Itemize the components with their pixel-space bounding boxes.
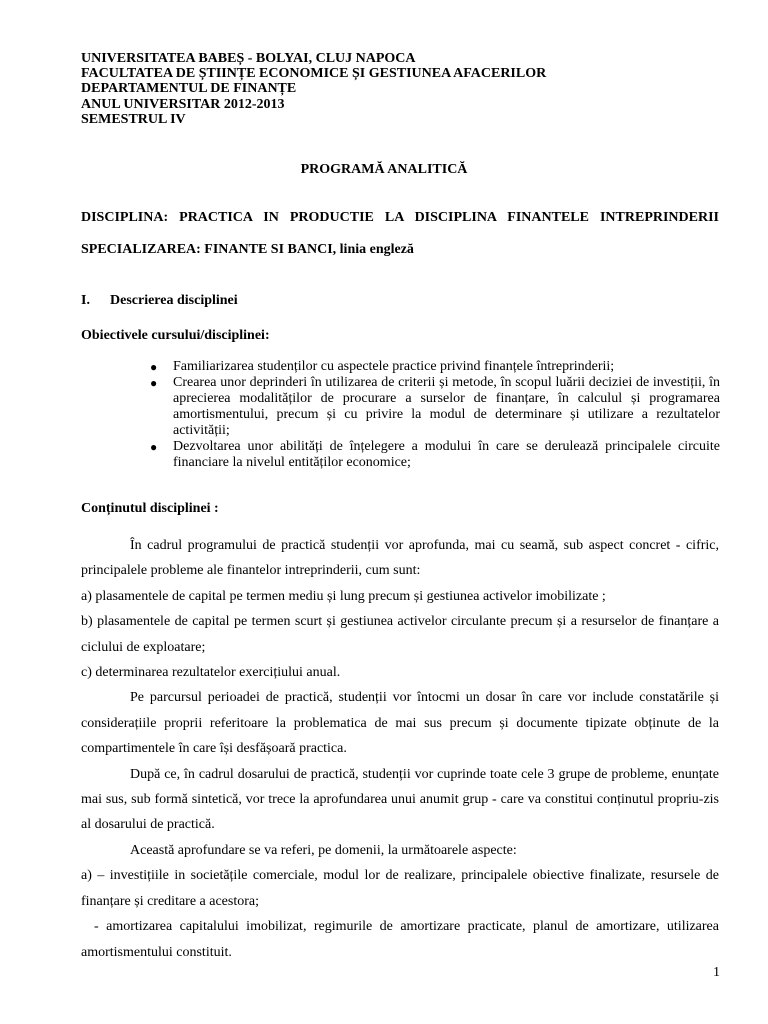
content-heading: Conținutul disciplinei : (81, 501, 219, 516)
objectives-heading: Obiectivele cursului/disciplinei: (81, 328, 270, 343)
header-department: DEPARTAMENTUL DE FINANȚE (81, 81, 297, 97)
section-number: I. (81, 293, 90, 308)
content-body (81, 533, 719, 965)
paragraph: a) plasamentele de capital pe termen mediu și lung precum și gestiunea activelor imobilizate ; (81, 588, 606, 604)
paragraph: După ce, în cadrul dosarului de practică, studenții vor cuprinde toate cele 3 grupe de probleme, enunțate mai sus, sub formă sintetică, vor trece la aprofundarea unui anumit grup - care va constitui conținutul propriu-zis al dosarului de practică. (81, 766, 719, 833)
bullet-icon: ● (150, 376, 158, 390)
paragraph: b) plasamentele de capital pe termen scurt și gestiunea activelor circulante precum și a resurselor de finanțare a ciclului de exploatare; (81, 614, 719, 655)
list-item: ● Dezvoltarea unor abilități de înțelegere a modului în care se derulează principalele circuite financiare la nivelul entităților economice; (150, 439, 720, 470)
header-faculty: FACULTATEA DE ȘTIINȚE ECONOMICE ȘI GESTIUNEA AFACERILOR (81, 66, 547, 82)
discipline-line: DISCIPLINA: PRACTICA IN PRODUCTIE LA DISCIPLINA FINANTELE INTREPRINDERII (81, 210, 719, 225)
list-item: ● Familiarizarea studenților cu aspectele practice privind finanțele întreprinderii; (150, 359, 615, 374)
document-title: PROGRAMĂ ANALITICĂ (300, 162, 468, 177)
bullet-icon: ● (150, 440, 158, 454)
header-university: UNIVERSITATEA BABEȘ - BOLYAI, CLUJ NAPOCA (81, 51, 416, 66)
paragraph: a) – investițiile in societățile comerciale, modul lor de realizare, principalele obiective finalizate, resursele de finanțare și creditare a acestora; (81, 868, 719, 909)
specialization-line: SPECIALIZAREA: FINANTE SI BANCI, linia engleză (81, 242, 414, 257)
list-item: ● Crearea unor deprinderi în utilizarea de criterii și metode, în scopul luării deciziei de investiții, în aprecierea modalităților de procurare a surselor de finanțare, în calculul și programarea amortismentului, precum și cu privire la modul de determinare și utilizare a rezultatelor activității; (150, 375, 720, 438)
section-title: Descrierea disciplinei (110, 293, 238, 308)
paragraph: - amortizarea capitalului imobilizat, regimurile de amortizare practicate, planul de amortizare, utilizarea amortismentului constituit. (81, 919, 719, 960)
objectives-list (150, 359, 720, 471)
paragraph: Această aprofundare se va referi, pe domenii, la următoarele aspecte: (130, 842, 517, 858)
institution-header (81, 51, 741, 127)
bullet-icon: ● (150, 360, 158, 374)
header-semester: SEMESTRUL IV (81, 111, 186, 127)
section-heading (81, 293, 238, 309)
header-academic-year: ANUL UNIVERSITAR 2012-2013 (81, 96, 285, 112)
paragraph: În cadrul programului de practică studenții vor aprofunda, mai cu seamă, sub aspect concret - cifric, principalele probleme ale finantelor intreprinderii, cum sunt: (81, 538, 719, 579)
paragraph: c) determinarea rezultatelor exercițiului anual. (81, 665, 341, 681)
paragraph: Pe parcursul perioadei de practică, studenții vor întocmi un dosar în care vor include constatările și considerațiile proprii referitoare la problematica de mai sus precum și documente tipizate obținute de la compartimentele în care își desfășoară practica. (81, 690, 719, 757)
page-number: 1 (713, 965, 720, 980)
